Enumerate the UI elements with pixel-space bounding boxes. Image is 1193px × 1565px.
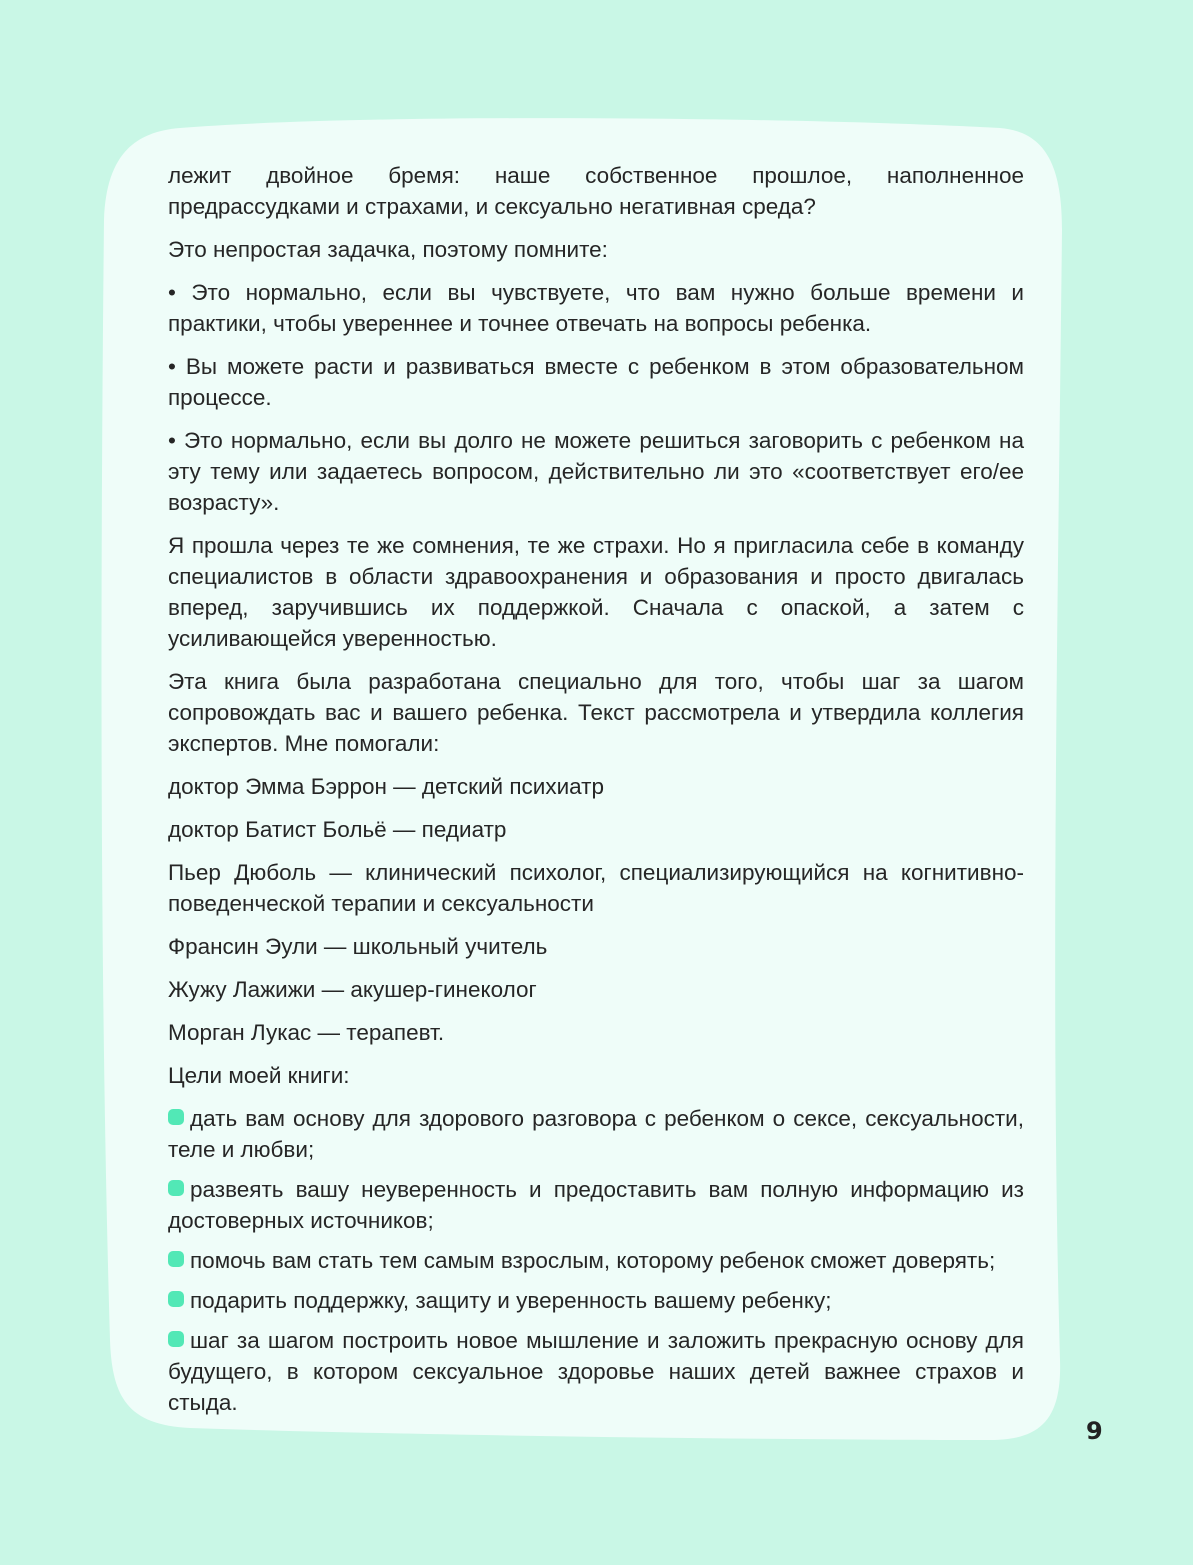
goal-item xyxy=(168,1285,1024,1316)
goal-text: развеять вашу неуверенность и предоставить вам полную информацию из достоверных источников; xyxy=(168,1177,1024,1233)
square-bullet-icon xyxy=(168,1109,184,1125)
paragraph: Это непростая задачка, поэтому помните: xyxy=(168,237,608,262)
square-bullet-icon xyxy=(168,1180,184,1196)
bullet-paragraph: • Это нормально, если вы чувствуете, что вам нужно больше времени и практики, чтобы увереннее и точнее отвечать на вопросы ребенка. xyxy=(168,280,1024,336)
goal-text: подарить поддержку, защиту и уверенность вашему ребенку; xyxy=(190,1288,832,1313)
goal-text: дать вам основу для здорового разговора с ребенком о сексе, сексуальности, теле и любви; xyxy=(168,1106,1024,1162)
goal-item xyxy=(168,1174,1024,1236)
square-bullet-icon xyxy=(168,1331,184,1347)
expert-line: Франсин Эули — школьный учитель xyxy=(168,934,548,959)
expert-line: Жужу Лажижи — акушер-гинеколог xyxy=(168,977,537,1002)
paragraph: Я прошла через те же сомнения, те же страхи. Но я пригласила себе в команду специалистов в области здравоохранения и образования и просто двигалась вперед, заручившись их поддержкой. Сначала с опаской, а затем с усиливающейся уверенностью. xyxy=(168,533,1024,651)
goal-item xyxy=(168,1103,1024,1165)
goal-text: шаг за шагом построить новое мышление и заложить прекрасную основу для будущего, в котором сексуальное здоровье наших детей важнее страхов и стыда. xyxy=(168,1328,1024,1415)
square-bullet-icon xyxy=(168,1251,184,1267)
goals-title: Цели моей книги: xyxy=(168,1063,350,1088)
expert-line: доктор Эмма Бэррон — детский психиатр xyxy=(168,774,604,799)
goal-text: помочь вам стать тем самым взрослым, которому ребенок сможет доверять; xyxy=(190,1248,996,1273)
page-number: 9 xyxy=(1086,1417,1103,1445)
expert-line: Морган Лукас — терапевт. xyxy=(168,1020,445,1045)
expert-line: доктор Батист Больё — педиатр xyxy=(168,817,507,842)
paragraph: лежит двойное бремя: наше собственное прошлое, наполненное предрассудками и страхами, и сексуально негативная среда? xyxy=(168,163,1024,219)
page-text xyxy=(168,160,1024,1427)
bullet-paragraph: • Вы можете расти и развиваться вместе с ребенком в этом образовательном процессе. xyxy=(168,354,1024,410)
goal-item xyxy=(168,1245,1024,1276)
goal-item xyxy=(168,1325,1024,1418)
bullet-paragraph: • Это нормально, если вы долго не можете решиться заговорить с ребенком на эту тему или задаетесь вопросом, действительно ли это «соответствует его/ее возрасту». xyxy=(168,428,1024,515)
expert-line: Пьер Дюболь — клинический психолог, специализирующийся на когнитивно-поведенческой терапии и сексуальности xyxy=(168,860,1024,916)
square-bullet-icon xyxy=(168,1291,184,1307)
paragraph: Эта книга была разработана специально для того, чтобы шаг за шагом сопровождать вас и вашего ребенка. Текст рассмотрела и утвердила коллегия экспертов. Мне помогали: xyxy=(168,669,1024,756)
